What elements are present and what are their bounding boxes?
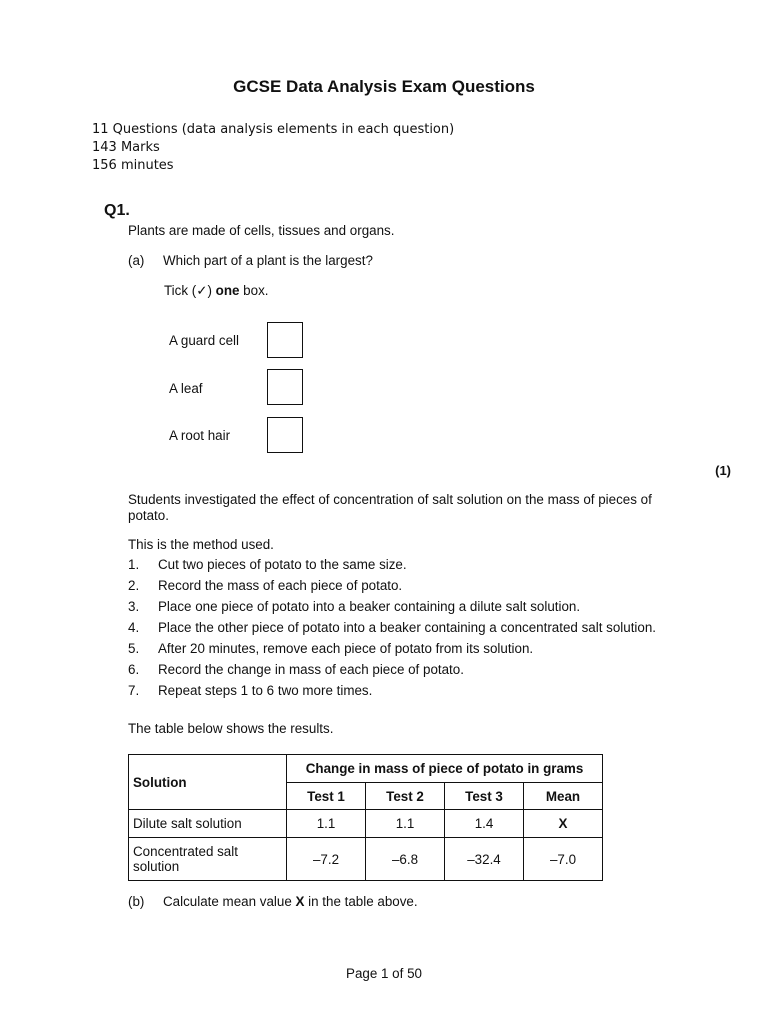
tick-instruction-post: box. (239, 283, 269, 298)
option-leaf-checkbox[interactable] (267, 369, 303, 405)
step-text: Place the other piece of potato into a beaker containing a concentrated salt solution. (158, 620, 657, 635)
tick-instruction-bold: one (215, 283, 240, 298)
change-in-mass-header: Change in mass of piece of potato in grams (287, 755, 603, 783)
solution-header: Solution (129, 755, 287, 810)
option-root-hair-label: A root hair (169, 428, 231, 443)
option-root-hair-checkbox[interactable] (267, 417, 303, 453)
table-row (129, 810, 603, 838)
part-a-marks: (1) (715, 463, 731, 478)
cell-test-3: 1.4 (445, 810, 524, 838)
step-text: Repeat steps 1 to 6 two more times. (158, 683, 373, 698)
col-header-test-1: Test 1 (287, 783, 366, 810)
col-header-test-2: Test 2 (366, 783, 445, 810)
table-row (129, 838, 603, 881)
step-text: Record the mass of each piece of potato. (158, 578, 403, 593)
part-b-text-bold: X (295, 894, 305, 909)
part-a-label: (a) (128, 253, 145, 268)
step-text: Cut two pieces of potato to the same size. (158, 557, 407, 572)
step-number: 2. (128, 578, 140, 593)
col-header-test-3: Test 3 (445, 783, 524, 810)
page-footer: Page 1 of 50 (346, 966, 422, 981)
meta-marks: 143 Marks (92, 140, 160, 155)
question-number: Q1. (104, 202, 130, 219)
cell-mean: X (524, 810, 603, 838)
step-text: Place one piece of potato into a beaker containing a dilute salt solution. (158, 599, 581, 614)
investigation-text: Students investigated the effect of concentration of salt solution on the mass of pieces of potato. (128, 492, 652, 523)
part-b-text-pre: Calculate mean value (163, 894, 296, 909)
col-header-mean: Mean (524, 783, 603, 810)
document-title: GCSE Data Analysis Exam Questions (233, 77, 535, 96)
cell-test-1: 1.1 (287, 810, 366, 838)
option-guard-cell-label: A guard cell (169, 333, 239, 348)
cell-mean: –7.0 (524, 838, 603, 881)
cell-test-2: 1.1 (366, 810, 445, 838)
cell-test-2: –6.8 (366, 838, 445, 881)
table-intro: The table below shows the results. (128, 721, 334, 736)
option-guard-cell-checkbox[interactable] (267, 322, 303, 358)
step-number: 6. (128, 662, 140, 677)
step-text: After 20 minutes, remove each piece of potato from its solution. (158, 641, 534, 656)
step-number: 5. (128, 641, 140, 656)
question-intro: Plants are made of cells, tissues and organs. (128, 223, 395, 238)
tick-instruction (164, 283, 268, 299)
tick-instruction-pre: Tick (✓) (164, 283, 216, 298)
step-number: 7. (128, 683, 140, 698)
part-b-text-post: in the table above. (304, 894, 418, 909)
step-text: Record the change in mass of each piece of potato. (158, 662, 464, 677)
part-b-label: (b) (128, 894, 145, 909)
meta-minutes: 156 minutes (92, 158, 174, 173)
cell-test-3: –32.4 (445, 838, 524, 881)
cell-test-1: –7.2 (287, 838, 366, 881)
step-number: 3. (128, 599, 140, 614)
option-leaf-label: A leaf (169, 381, 203, 396)
step-number: 4. (128, 620, 140, 635)
row-solution: Concentrated salt solution (129, 838, 287, 881)
results-table (128, 754, 603, 881)
meta-question-count: 11 Questions (data analysis elements in each question) (92, 122, 455, 137)
part-b-question (163, 894, 418, 910)
part-a-question: Which part of a plant is the largest? (163, 253, 373, 268)
step-number: 1. (128, 557, 140, 572)
row-solution: Dilute salt solution (129, 810, 287, 838)
method-intro: This is the method used. (128, 537, 274, 552)
